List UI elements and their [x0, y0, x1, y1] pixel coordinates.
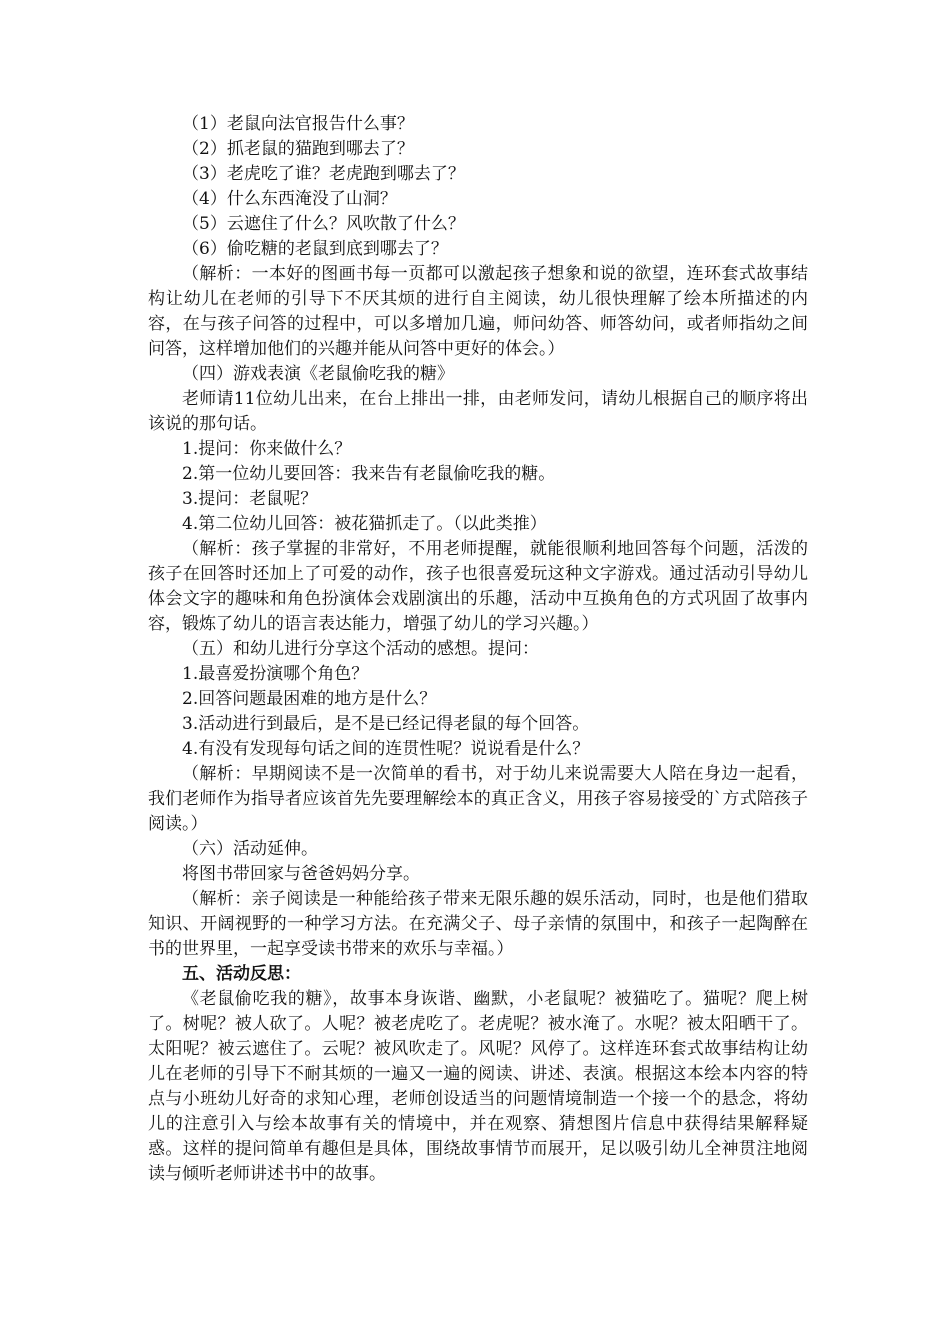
reflection-paragraph: 《老鼠偷吃我的糖》，故事本身诙谐、幽默，小老鼠呢？被猫吃了。猫呢？爬上树了。树呢？被人砍了。人呢？被老虎吃了。老虎呢？被水淹了。水呢？被太阳晒干了。太阳呢？被云遮住了。云呢？被风吹走了。风呢？风停了。这样连环套式故事结构让幼儿在老师的引导下不耐其烦的一遍又一遍的阅读、讲述、表演。根据这本绘本内容的特点与小班幼儿好奇的求知心理，老师创设适当的问题情境制造一个接一个的悬念，将幼儿的注意引入与绘本故事有关的情境中，并在观察、猜想图片信息中获得结果解释疑惑。这样的提问简单有趣但是具体，围绕故事情节而展开，足以吸引幼儿全神贯注地阅读与倾听老师讲述书中的故事。 [148, 989, 808, 1184]
list-item: 4.第二位幼儿回答：被花猫抓走了。（以此类推） [182, 514, 547, 534]
question-4: （4）什么东西淹没了山洞？ [182, 189, 397, 209]
question-6: （6）偷吃糖的老鼠到底到哪去了？ [182, 239, 448, 259]
question-5: （5）云遮住了什么？风吹散了什么？ [182, 214, 465, 234]
analysis-paragraph: （解析：早期阅读不是一次简单的看书，对于幼儿来说需要大人陪在身边一起看，我们老师作为指导者应该首先先要理解绘本的真正含义，用孩子容易接受的`方式陪孩子阅读。） [148, 764, 808, 834]
list-item: 2.回答问题最困难的地方是什么？ [182, 689, 437, 709]
document-page [148, 112, 808, 1187]
section-heading: （六）活动延伸。 [182, 839, 318, 859]
question-2: （2）抓老鼠的猫跑到哪去了？ [182, 139, 414, 159]
reflection-heading: 五、活动反思： [182, 964, 301, 984]
list-item: 2.第一位幼儿要回答：我来告有老鼠偷吃我的糖。 [182, 464, 556, 484]
body-paragraph: 老师请11位幼儿出来，在台上排出一排，由老师发问，请幼儿根据自己的顺序将出该说的那句话。 [148, 389, 808, 434]
section-heading: （五）和幼儿进行分享这个活动的感想。提问： [182, 639, 539, 659]
question-3: （3）老虎吃了谁？老虎跑到哪去了？ [182, 164, 465, 184]
list-item: 1.最喜爱扮演哪个角色？ [182, 664, 369, 684]
analysis-paragraph: （解析：亲子阅读是一种能给孩子带来无限乐趣的娱乐活动，同时，也是他们猎取知识、开阔视野的一种学习方法。在充满父子、母子亲情的氛围中，和孩子一起陶醉在书的世界里，一起享受读书带来的欢乐与幸福。） [148, 889, 808, 959]
list-item: 1.提问：你来做什么？ [182, 439, 352, 459]
list-item: 4.有没有发现每句话之间的连贯性呢？说说看是什么？ [182, 739, 590, 759]
list-item: 3.提问：老鼠呢？ [182, 489, 318, 509]
list-item: 3.活动进行到最后，是不是已经记得老鼠的每个回答。 [182, 714, 590, 734]
section-heading: （四）游戏表演《老鼠偷吃我的糖》 [182, 364, 454, 384]
body-paragraph: 将图书带回家与爸爸妈妈分享。 [182, 864, 420, 884]
analysis-paragraph: （解析：一本好的图画书每一页都可以激起孩子想象和说的欲望，连环套式故事结构让幼儿在老师的引导下不厌其烦的进行自主阅读，幼儿很快理解了绘本所描述的内容，在与孩子问答的过程中，可以多增加几遍，师问幼答、师答幼问，或者师指幼之间问答，这样增加他们的兴趣并能从问答中更好的体会。） [148, 264, 808, 359]
analysis-paragraph: （解析：孩子掌握的非常好，不用老师提醒，就能很顺利地回答每个问题，活泼的孩子在回答时还加上了可爱的动作，孩子也很喜爱玩这种文字游戏。通过活动引导幼儿体会文字的趣味和角色扮演体会戏剧演出的乐趣，活动中互换角色的方式巩固了故事内容，锻炼了幼儿的语言表达能力，增强了幼儿的学习兴趣。） [148, 539, 808, 634]
question-1: （1）老鼠向法官报告什么事？ [182, 114, 414, 134]
